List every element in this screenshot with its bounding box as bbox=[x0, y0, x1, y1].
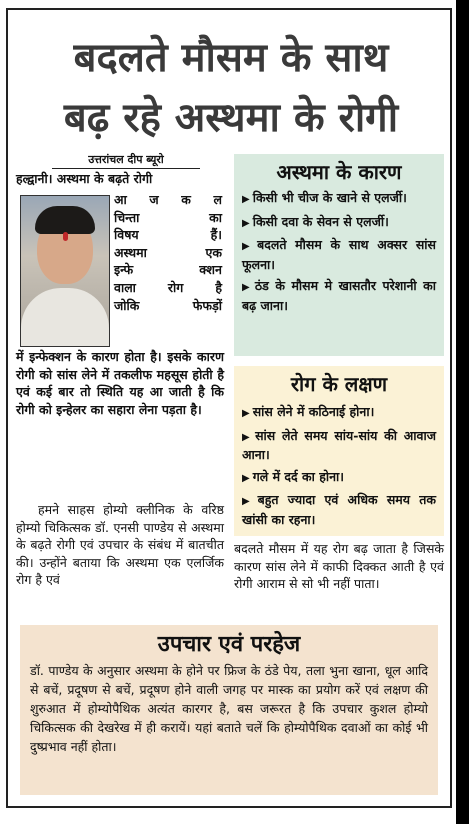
triangle-right-icon: ▶ bbox=[242, 408, 250, 419]
article-para2: हमने साहस होम्यो क्लीनिक के वरिष्ठ होम्यो चिकित्सक डॉ. एनसी पाण्डेय से अस्थमा के बढ़ते रोगी एवं उपचार के संबंध में बातचीत की। उन्होंने बताया कि अस्थमा एक एलर्जिक रोग है एवं bbox=[16, 502, 224, 588]
list-item-text: किसी भी चीज के खाने से एलर्जी। bbox=[252, 190, 407, 205]
causes-title: अस्थमा के कारण bbox=[276, 160, 402, 184]
list-item-text: सांस लेने में कठिनाई होना। bbox=[252, 404, 375, 419]
article-right-continued: बदलते मौसम में यह रोग बढ़ जाता है जिसके कारण सांस लेने में काफी दिक्कत आती है एवं रोगी आराम से सो भी नहीं पाता। bbox=[234, 541, 444, 592]
list-item-text: बदलते मौसम के साथ अक्सर सांस फूलना। bbox=[242, 237, 436, 272]
list-item-text: गले में दर्द का होना। bbox=[252, 468, 344, 484]
doctor-photo bbox=[20, 195, 110, 347]
headline-line2: बढ़ रहे अस्थमा के रोगी bbox=[63, 94, 399, 141]
triangle-right-icon: ▶ bbox=[242, 282, 252, 294]
list-item bbox=[242, 213, 436, 233]
beside-photo-line: विषय हैं। bbox=[114, 227, 222, 243]
list-item bbox=[242, 491, 436, 528]
symptoms-box bbox=[234, 366, 444, 536]
beside-photo-line: चिन्ता का bbox=[114, 209, 222, 225]
list-item bbox=[242, 403, 436, 423]
treatment-body: डॉ. पाण्डेय के अनुसार अस्थमा के होने पर फ्रिज के ठंडे पेय, तला भुना खाना, धूल आदि से बचें, प्रदूषण से बचें, प्रदूषण होने वाली जगह पर मास्क का प्रयोग करें एवं लक्षण की शुरुआत में होम्योपैथिक अत्यंत कारगर है, बस जरूरत है कि उपचार कुशल होम्यो चिकित्सक की देखरेख में ही करायें। यहां बताते चलें कि होम्योपैथिक दवाओं का कोई भी दुष्प्रभाव नहीं होता। bbox=[30, 663, 428, 754]
causes-box bbox=[234, 154, 444, 356]
list-item bbox=[242, 427, 436, 464]
beside-photo-line: इन्फे क्शन bbox=[114, 262, 222, 278]
symptoms-list bbox=[234, 403, 444, 529]
triangle-right-icon: ▶ bbox=[242, 472, 250, 484]
beside-photo-line: जोकि फेफड़ों bbox=[114, 297, 222, 313]
list-item-text: सांस लेते समय सांय-सांय की आवाज आना। bbox=[242, 427, 436, 463]
list-item bbox=[242, 277, 436, 314]
list-item-text: ठंड के मौसम मे खासतौर परेशानी का बढ़ जाना। bbox=[242, 278, 436, 313]
beside-photo-line: वाला रोग है bbox=[114, 279, 222, 295]
triangle-right-icon: ▶ bbox=[242, 241, 255, 253]
causes-list bbox=[234, 189, 444, 315]
byline: उत्तरांचल दीप ब्यूरो bbox=[52, 152, 200, 169]
triangle-right-icon: ▶ bbox=[242, 217, 250, 229]
list-item-text: किसी दवा के सेवन से एलर्जी। bbox=[252, 213, 389, 229]
page-edge-bar bbox=[456, 0, 469, 824]
triangle-right-icon: ▶ bbox=[242, 431, 253, 443]
treatment-box bbox=[20, 625, 438, 795]
list-item bbox=[242, 236, 436, 273]
symptoms-title: रोग के लक्षण bbox=[290, 372, 388, 396]
triangle-right-icon: ▶ bbox=[242, 496, 255, 508]
article-beside-photo bbox=[114, 191, 222, 314]
treatment-title: उपचार एवं परहेज bbox=[157, 631, 301, 657]
triangle-right-icon: ▶ bbox=[242, 194, 250, 205]
beside-photo-line: अस्थमा एक bbox=[114, 244, 222, 260]
list-item bbox=[242, 468, 436, 488]
list-item-text: बहुत ज्यादा एवं अधिक समय तक खांसी का रहना। bbox=[242, 492, 436, 527]
beside-photo-line: आ ज क ल bbox=[114, 192, 222, 207]
headline-line1: बदलते मौसम के साथ bbox=[73, 34, 389, 81]
article-lead: हल्द्वानी। अस्थमा के बढ़ते रोगी bbox=[16, 171, 153, 186]
list-item bbox=[242, 189, 436, 209]
article-continued: में इन्फेक्शन के कारण होता है। इसके कारण रोगी को सांस लेने में तकलीफ महसूस होती है एवं कई बार तो स्थिति यह आ जाती है कि रोगी को इन्हेलर का सहारा लेना पड़ता है। bbox=[16, 349, 224, 417]
news-clipping bbox=[6, 8, 452, 808]
